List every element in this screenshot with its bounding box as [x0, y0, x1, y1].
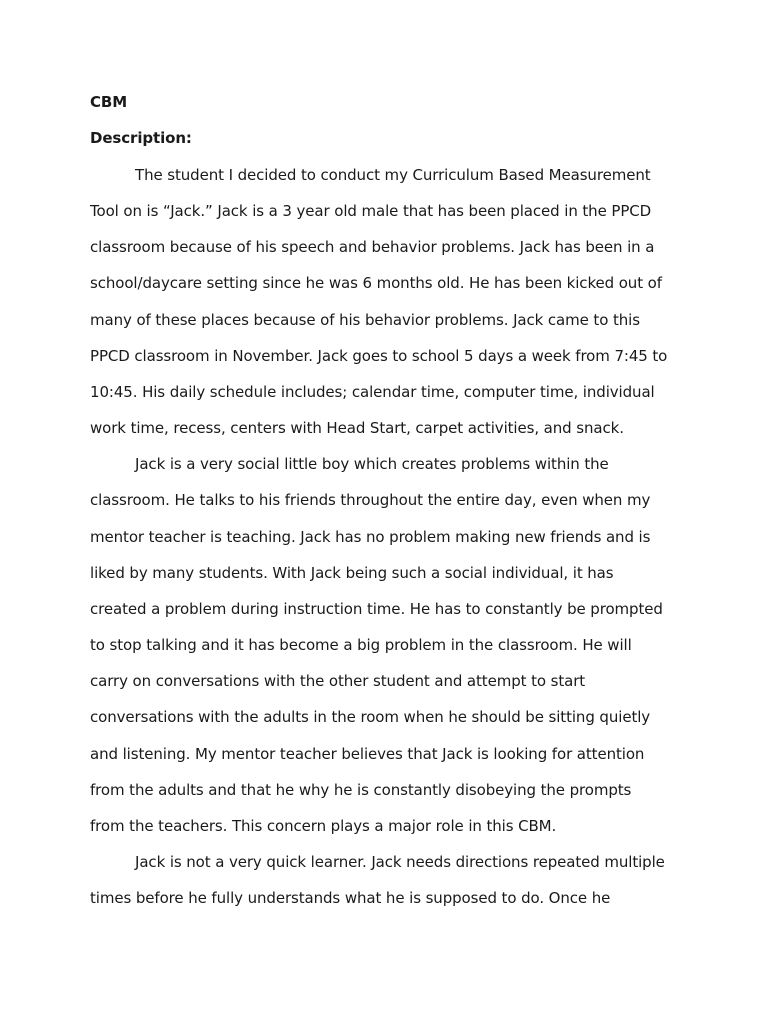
paragraph-line: carry on conversations with the other student and attempt to start	[90, 672, 586, 690]
paragraph-line: Jack is a very social little boy which creates problems within the	[135, 455, 609, 473]
paragraph-line: to stop talking and it has become a big problem in the classroom. He will	[90, 636, 632, 654]
paragraph-line: classroom because of his speech and behavior problems. Jack has been in a	[90, 238, 655, 256]
paragraph-line: Tool on is “Jack.” Jack is a 3 year old male that has been placed in the PPCD	[90, 202, 652, 220]
paragraph-line: PPCD classroom in November. Jack goes to school 5 days a week from 7:45 to	[90, 347, 668, 365]
paragraph-line: many of these places because of his behavior problems. Jack came to this	[90, 311, 640, 329]
paragraph-line: 10:45. His daily schedule includes; calendar time, computer time, individual	[90, 383, 655, 401]
paragraph-line: classroom. He talks to his friends throughout the entire day, even when my	[90, 491, 651, 509]
paragraph-line: times before he fully understands what he is supposed to do. Once he	[90, 889, 611, 907]
paragraph-line: from the teachers. This concern plays a major role in this CBM.	[90, 817, 557, 835]
paragraph-line: liked by many students. With Jack being such a social individual, it has	[90, 564, 614, 582]
paragraph-line: and listening. My mentor teacher believes that Jack is looking for attention	[90, 745, 645, 763]
paragraph-line: The student I decided to conduct my Curriculum Based Measurement	[135, 166, 651, 184]
paragraph-line: school/daycare setting since he was 6 months old. He has been kicked out of	[90, 274, 662, 292]
section-heading: Description:	[90, 129, 192, 147]
paragraph-line: conversations with the adults in the room when he should be sitting quietly	[90, 708, 651, 726]
document-title: CBM	[90, 93, 128, 111]
paragraph-line: Jack is not a very quick learner. Jack needs directions repeated multiple	[135, 853, 665, 871]
paragraph-line: from the adults and that he why he is constantly disobeying the prompts	[90, 781, 632, 799]
paragraph-line: mentor teacher is teaching. Jack has no problem making new friends and is	[90, 528, 651, 546]
paragraph-line: work time, recess, centers with Head Start, carpet activities, and snack.	[90, 419, 624, 437]
paragraph-line: created a problem during instruction time. He has to constantly be prompted	[90, 600, 663, 618]
